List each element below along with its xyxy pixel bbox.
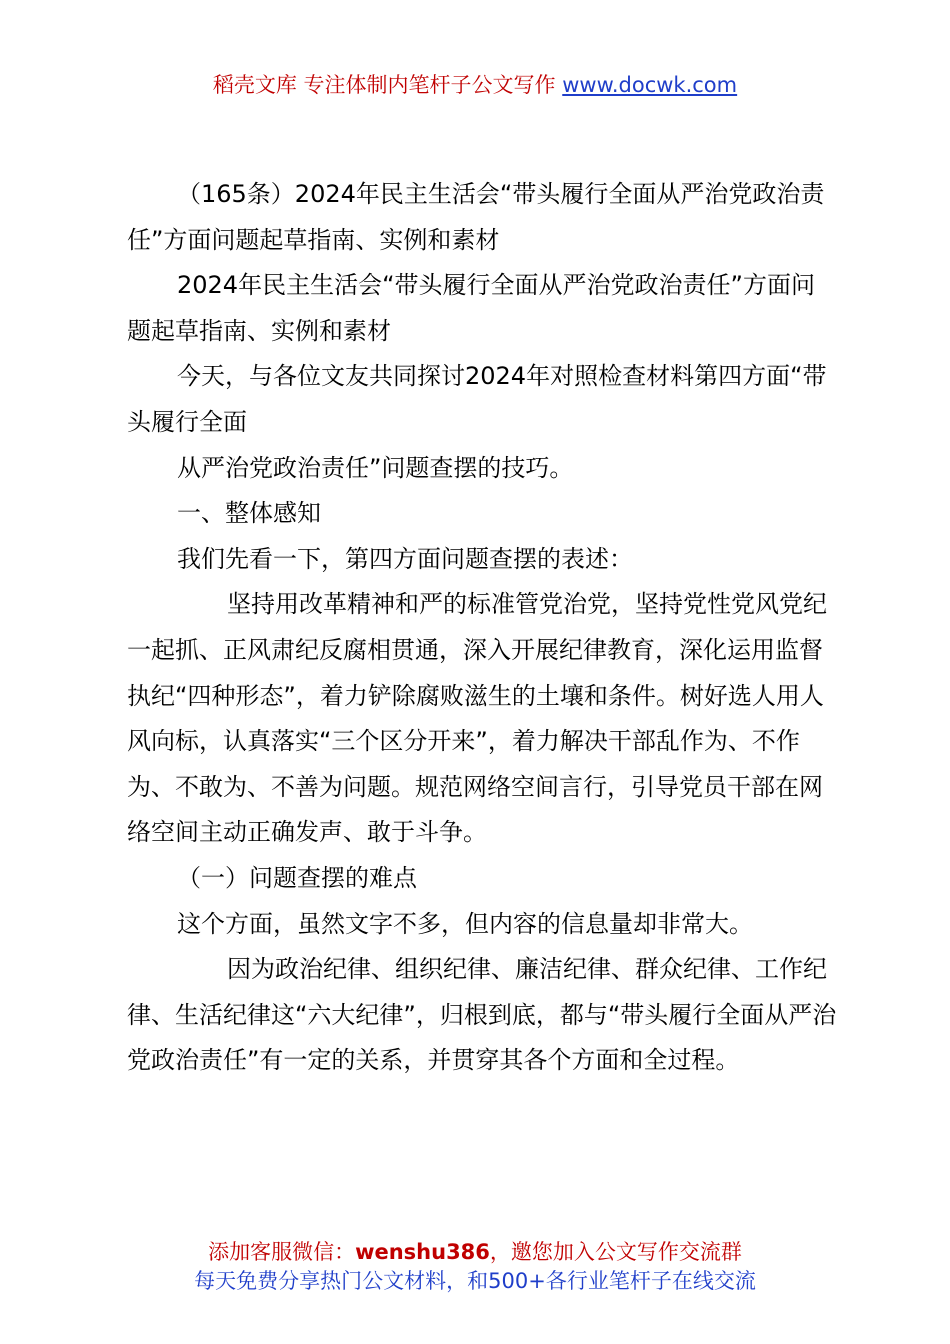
footer-promo-line: 每天免费分享热门公文材料，和500+各行业笔杆子在线交流 xyxy=(194,1269,756,1293)
paragraph: （165条）2024年民主生活会“带头履行全面从严治党政治责任”方面问题起草指南、实例和素材 xyxy=(127,180,825,254)
page-footer xyxy=(0,1238,950,1296)
quoted-paragraph: 坚持用改革精神和严的标准管党治党，坚持党性党风党纪一起抓、正风肃纪反腐相贯通，深入开展纪律教育，深化运用监督执纪“四种形态”，着力铲除腐败滋生的土壤和条件。树好选人用人风向标，认真落实“三个区分开来”，着力解决干部乱作为、不作为、不敢为、不善为问题。规范网络空间言行，引导党员干部在网络空间主动正确发声、敢于斗争。 xyxy=(127,590,827,847)
header-brand: 稻壳文库 专注体制内笔杆子公文写作 xyxy=(212,73,556,97)
footer-contact-prefix: 添加客服微信： xyxy=(208,1240,356,1264)
paragraph: 这个方面，虽然文字不多，但内容的信息量却非常大。 xyxy=(177,909,753,938)
paragraph: 从严治党政治责任”问题查摆的技巧。 xyxy=(177,453,574,482)
footer-contact-line xyxy=(0,1238,950,1267)
section-heading: 一、整体感知 xyxy=(177,499,321,528)
header-url-link[interactable]: www.docwk.com xyxy=(562,73,738,97)
page-header xyxy=(0,70,950,100)
paragraph: 2024年民主生活会“带头履行全面从严治党政治责任”方面问题起草指南、实例和素材 xyxy=(127,271,815,345)
document-body xyxy=(127,172,837,1084)
paragraph: 因为政治纪律、组织纪律、廉洁纪律、群众纪律、工作纪律、生活纪律这“六大纪律”，归根到底，都与“带头履行全面从严治党政治责任”有一定的关系，并贯穿其各个方面和全过程。 xyxy=(127,955,837,1075)
footer-wechat-id: wenshu386 xyxy=(355,1240,490,1264)
footer-contact-suffix: ，邀您加入公文写作交流群 xyxy=(489,1240,742,1264)
paragraph: 今天，与各位文友共同探讨2024年对照检查材料第四方面“带头履行全面 xyxy=(127,362,827,436)
paragraph: 我们先看一下，第四方面问题查摆的表述： xyxy=(177,544,633,573)
subsection-heading: （一）问题查摆的难点 xyxy=(177,863,417,892)
